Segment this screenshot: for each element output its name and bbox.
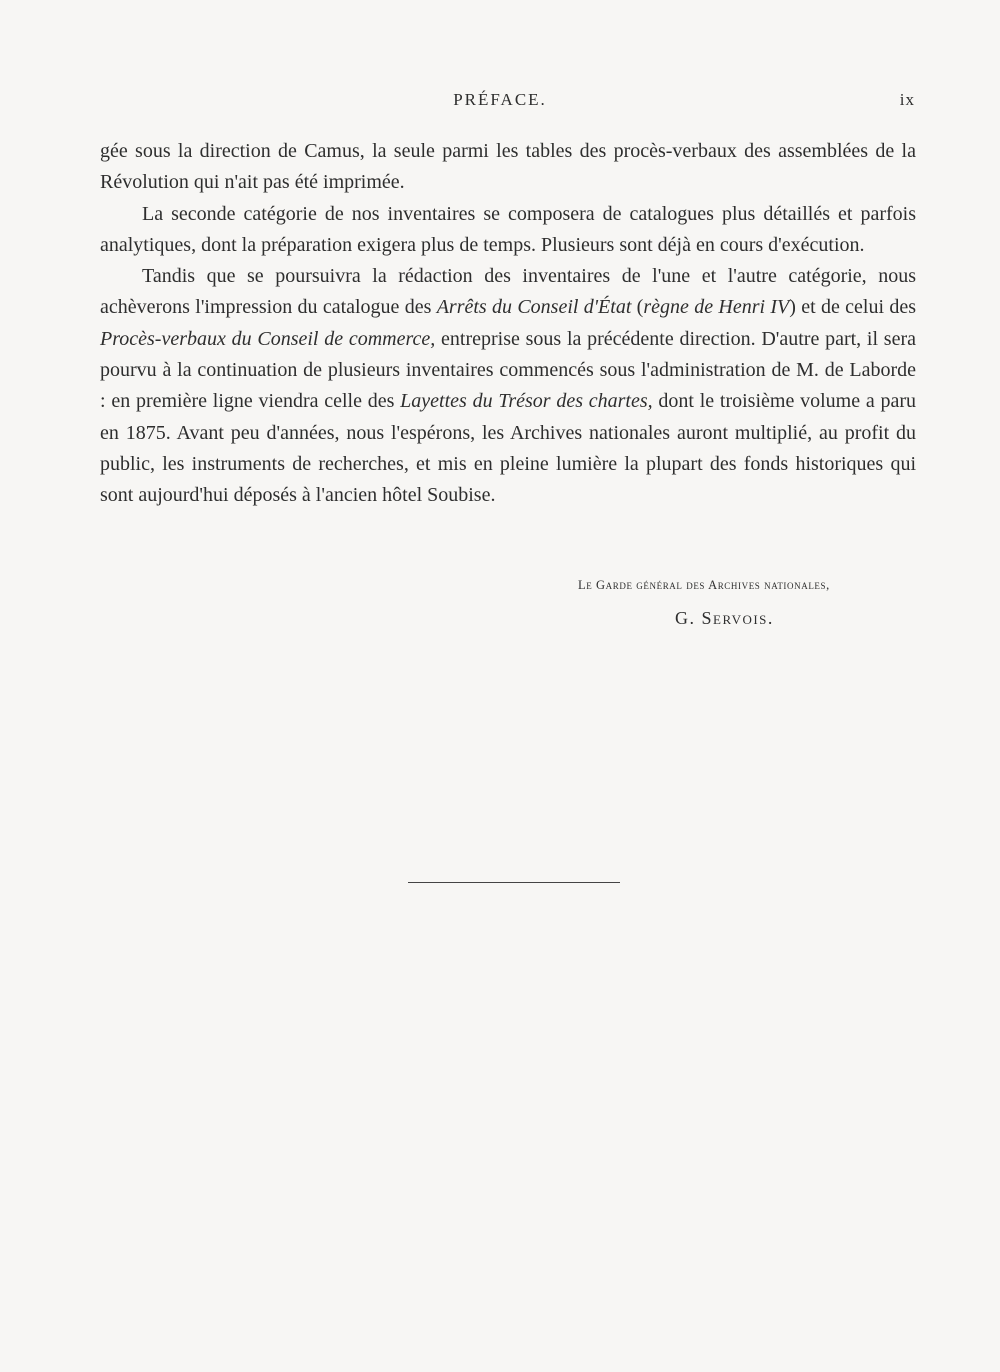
text-run: ) et de celui des — [789, 296, 916, 319]
running-head — [0, 88, 1000, 114]
paragraph-continued: gée sous la direction de Camus, la seule parmi les tables des procès-verbaux des assemblées de la Révolution qui n'ait pas été imprimée. — [100, 140, 916, 194]
signatory-title: Le Garde général des Archives nationales, — [578, 578, 830, 592]
text-run: Tandis que se poursuivra la rédaction des inventaires de l'une et l'autre catégorie, nous achèverons l'impression du catalogue des — [100, 265, 916, 319]
end-rule-divider — [408, 882, 620, 883]
paragraph-publications — [100, 261, 916, 511]
title-regne: règne de Henri IV — [643, 296, 790, 319]
text-run: ( — [631, 296, 644, 319]
text-run: entreprise sous la précédente direction. D'autre part, il sera pourvu à la continuation de plusieurs inventaires commencés sous l'administration de M. de Laborde : en première ligne viendra celle des — [100, 327, 916, 413]
running-head-title: PRÉFACE. — [453, 90, 547, 109]
title-layettes: Layettes du Trésor des chartes, — [400, 390, 653, 413]
paragraph-second-category: La seconde catégorie de nos inventaires se composera de catalogues plus détaillés et parfois analytiques, dont la préparation exigera plus de temps. Plusieurs sont déjà en cours d'exécution. — [100, 202, 916, 256]
text-run: dont le troisième volume a paru en 1875. Avant peu d'années, nous l'espérons, les Archives nationales auront multiplié, au profit du public, les instruments de recherches, et mis en pleine lumière la plupart des fonds historiques qui sont aujourd'hui déposés à l'ancien hôtel Soubise. — [100, 390, 916, 507]
page-number: ix — [899, 90, 915, 109]
signatory-name: G. Servois. — [675, 608, 774, 628]
title-arrets: Arrêts du Conseil d'État — [436, 296, 632, 319]
body-text — [100, 136, 916, 512]
title-proces-verbaux: Procès-verbaux du Conseil de commerce, — [100, 327, 436, 350]
